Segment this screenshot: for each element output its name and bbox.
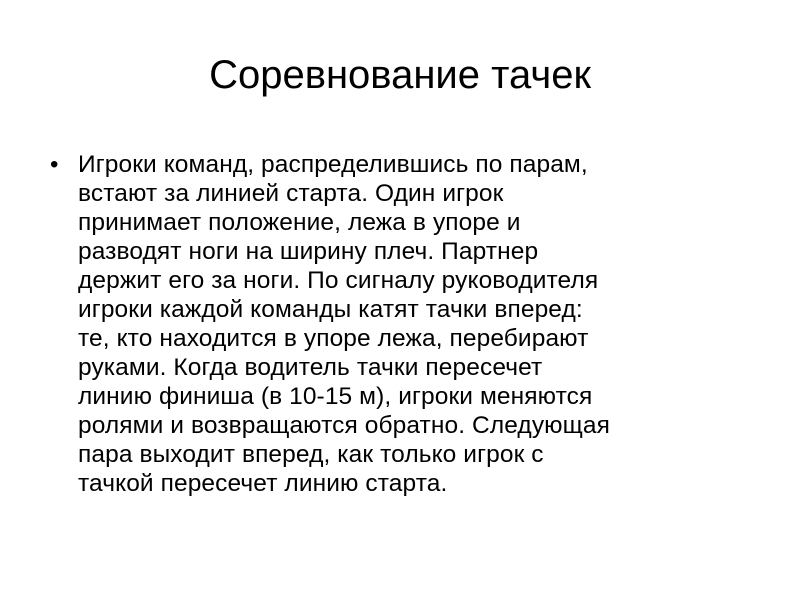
slide-title: Соревнование тачек [209,53,591,97]
bullet-text-line: линию финиша (в 10-15 м), игроки меняются [78,383,593,410]
bullet-text-line: встают за линией старта. Один игрок [78,180,504,207]
bullet-icon: • [50,151,59,178]
bullet-item [40,150,760,498]
bullet-text-line: игроки каждой команды катят тачки вперед: [78,296,583,323]
bullet-text-line: держит его за ноги. По сигналу руководителя [78,267,599,294]
bullet-text-line: Игроки команд, распределившись по парам, [78,151,588,178]
bullet-text-line: разводят ноги на ширину плеч. Партнер [78,238,539,265]
slide-content [40,150,760,498]
bullet-text-line: ролями и возвращаются обратно. Следующая [78,412,610,439]
bullet-text-line: пара выходит вперед, как только игрок с [78,441,544,468]
bullet-text-line: принимает положение, лежа в упоре и [78,209,521,236]
bullet-text-line: те, кто находится в упоре лежа, перебирают [78,325,589,352]
bullet-text-line: тачкой пересечет линию старта. [78,470,448,497]
bullet-text-line: руками. Когда водитель тачки пересечет [78,354,543,381]
